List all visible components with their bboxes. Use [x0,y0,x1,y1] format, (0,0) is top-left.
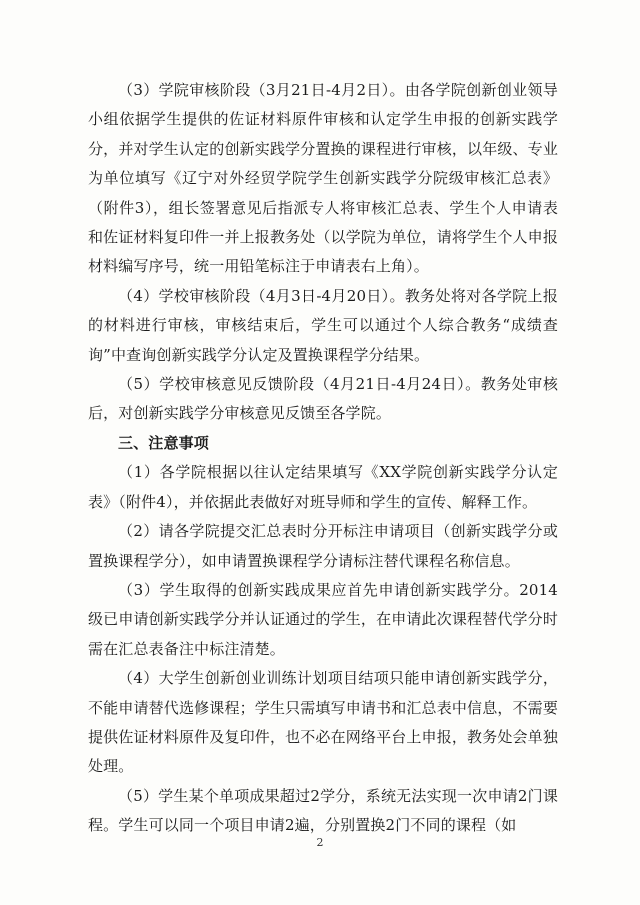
document-body [88,76,558,841]
note-item-4: （4）大学生创新创业训练计划项目结项只能申请创新实践学分，不能申请替代选修课程；学生只需填写申请书和汇总表中信息，不需要提供佐证材料原件及复印件，也不必在网络平台上申报，教务处会单独处理。 [88,669,558,776]
note-item-1: （1）各学院根据以往认定结果填写《XX学院创新实践学分认定表》（附件4），并依据此表做好对班导师和学生的宣传、解释工作。 [88,463,558,511]
paragraph-feedback: （5）学校审核意见反馈阶段（4月21日-4月24日）。教务处审核后，对创新实践学分审核意见反馈至各学院。 [88,375,558,423]
page-number: 2 [316,836,324,849]
paragraph-school-review: （4）学校审核阶段（4月3日-4月20日）。教务处将对各学院上报的材料进行审核，审核结束后，学生可以通过个人综合教务“成绩查询”中查询创新实践学分认定及置换课程学分结果。 [88,286,558,364]
note-item-2: （2）请各学院提交汇总表时分开标注申请项目（创新实践学分或置换课程学分），如申请置换课程学分请标注替代课程名称信息。 [88,522,558,570]
note-item-5: （5）学生某个单项成果超过2学分，系统无法实现一次申请2门课程。学生可以同一个项目申请2遍，分别置换2门不同的课程（如 [88,786,558,835]
note-item-3: （3）学生取得的创新实践成果应首先申请创新实践学分。2014级已申请创新实践学分并认证通过的学生，在申请此次课程替代学分时需在汇总表备注中标注清楚。 [88,580,558,658]
paragraph-college-review: （3）学院审核阶段（3月21日-4月2日）。由各学院创新创业领导小组依据学生提供的佐证材料原件审核和认定学生申报的创新实践学分，并对学生认定的创新实践学分置换的课程进行审核，以年级、专业为单位填写《辽宁对外经贸学院学生创新实践学分院级审核汇总表》（附件3），组长签署意见后指派专人将审核汇总表、学生个人申请表和佐证材料复印件一并上报教务处（以学院为单位，请将学生个人申报材料编写序号，统一用铅笔标注于申请表右上角）。 [88,81,558,276]
section-heading: 三、注意事项 [118,433,209,452]
